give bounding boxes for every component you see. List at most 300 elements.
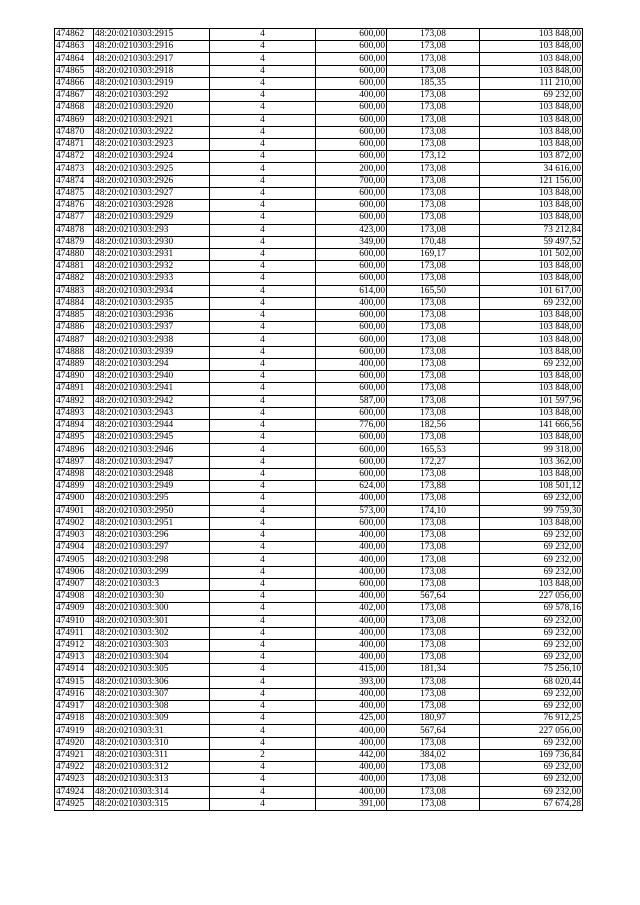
row-number-cell: 474887 xyxy=(55,334,94,346)
unit-value-cell: 173,08 xyxy=(387,187,480,199)
row-number-cell: 474892 xyxy=(55,395,94,407)
area-cell: 393,00 xyxy=(316,676,387,688)
row-number-cell: 474894 xyxy=(55,420,94,432)
area-cell: 400,00 xyxy=(316,297,387,309)
table-row xyxy=(55,346,583,358)
category-code-cell: 4 xyxy=(210,248,316,260)
cadastral-number-cell: 48:20:0210303:30 xyxy=(94,591,210,603)
cadastral-value-cell: 69 232,00 xyxy=(480,627,583,639)
cadastral-number-cell: 48:20:0210303:293 xyxy=(94,224,210,236)
row-number-cell: 474905 xyxy=(55,554,94,566)
cadastral-value-cell: 69 232,00 xyxy=(480,493,583,505)
table-row xyxy=(55,701,583,713)
area-cell: 600,00 xyxy=(316,334,387,346)
cadastral-value-cell: 69 232,00 xyxy=(480,639,583,651)
category-code-cell: 4 xyxy=(210,273,316,285)
table-row xyxy=(55,212,583,224)
category-code-cell: 4 xyxy=(210,529,316,541)
cadastral-number-cell: 48:20:0210303:2940 xyxy=(94,371,210,383)
cadastral-value-cell: 103 848,00 xyxy=(480,200,583,212)
area-cell: 400,00 xyxy=(316,786,387,798)
unit-value-cell: 173,08 xyxy=(387,29,480,41)
category-code-cell: 4 xyxy=(210,542,316,554)
unit-value-cell: 173,08 xyxy=(387,273,480,285)
category-code-cell: 4 xyxy=(210,444,316,456)
category-code-cell: 4 xyxy=(210,591,316,603)
area-cell: 600,00 xyxy=(316,383,387,395)
cadastral-value-cell: 73 212,84 xyxy=(480,224,583,236)
cadastral-value-cell: 169 736,84 xyxy=(480,749,583,761)
table-row xyxy=(55,297,583,309)
area-cell: 600,00 xyxy=(316,77,387,89)
area-cell: 400,00 xyxy=(316,774,387,786)
category-code-cell: 4 xyxy=(210,175,316,187)
table-row xyxy=(55,749,583,761)
cadastral-value-cell: 68 020,44 xyxy=(480,676,583,688)
cadastral-number-cell: 48:20:0210303:306 xyxy=(94,676,210,688)
area-cell: 573,00 xyxy=(316,505,387,517)
area-cell: 400,00 xyxy=(316,762,387,774)
area-cell: 400,00 xyxy=(316,90,387,102)
cadastral-number-cell: 48:20:0210303:301 xyxy=(94,615,210,627)
cadastral-number-cell: 48:20:0210303:2936 xyxy=(94,310,210,322)
unit-value-cell: 173,08 xyxy=(387,163,480,175)
cadastral-value-cell: 103 362,00 xyxy=(480,456,583,468)
area-cell: 400,00 xyxy=(316,554,387,566)
area-cell: 600,00 xyxy=(316,310,387,322)
category-code-cell: 4 xyxy=(210,297,316,309)
area-cell: 400,00 xyxy=(316,639,387,651)
unit-value-cell: 173,08 xyxy=(387,432,480,444)
unit-value-cell: 169,17 xyxy=(387,248,480,260)
area-cell: 700,00 xyxy=(316,175,387,187)
cadastral-number-cell: 48:20:0210303:2926 xyxy=(94,175,210,187)
category-code-cell: 4 xyxy=(210,102,316,114)
row-number-cell: 474896 xyxy=(55,444,94,456)
cadastral-number-cell: 48:20:0210303:296 xyxy=(94,529,210,541)
unit-value-cell: 173,08 xyxy=(387,224,480,236)
cadastral-value-cell: 103 848,00 xyxy=(480,102,583,114)
cadastral-number-cell: 48:20:0210303:2915 xyxy=(94,29,210,41)
cadastral-value-cell: 103 848,00 xyxy=(480,212,583,224)
row-number-cell: 474882 xyxy=(55,273,94,285)
category-code-cell: 4 xyxy=(210,639,316,651)
table-row xyxy=(55,639,583,651)
cadastral-value-cell: 103 848,00 xyxy=(480,261,583,273)
category-code-cell: 4 xyxy=(210,90,316,102)
area-cell: 423,00 xyxy=(316,224,387,236)
area-cell: 442,00 xyxy=(316,749,387,761)
row-number-cell: 474897 xyxy=(55,456,94,468)
cadastral-value-cell: 75 256,10 xyxy=(480,664,583,676)
unit-value-cell: 173,08 xyxy=(387,322,480,334)
area-cell: 391,00 xyxy=(316,798,387,810)
row-number-cell: 474868 xyxy=(55,102,94,114)
row-number-cell: 474866 xyxy=(55,77,94,89)
category-code-cell: 4 xyxy=(210,725,316,737)
unit-value-cell: 173,08 xyxy=(387,383,480,395)
table-row xyxy=(55,762,583,774)
cadastral-number-cell: 48:20:0210303:2934 xyxy=(94,285,210,297)
category-code-cell: 4 xyxy=(210,138,316,150)
unit-value-cell: 173,08 xyxy=(387,737,480,749)
unit-value-cell: 173,08 xyxy=(387,774,480,786)
table-row xyxy=(55,90,583,102)
row-number-cell: 474879 xyxy=(55,236,94,248)
area-cell: 600,00 xyxy=(316,126,387,138)
unit-value-cell: 182,56 xyxy=(387,420,480,432)
area-cell: 600,00 xyxy=(316,53,387,65)
cadastral-number-cell: 48:20:0210303:295 xyxy=(94,493,210,505)
table-row xyxy=(55,664,583,676)
row-number-cell: 474914 xyxy=(55,664,94,676)
row-number-cell: 474900 xyxy=(55,493,94,505)
unit-value-cell: 165,53 xyxy=(387,444,480,456)
area-cell: 600,00 xyxy=(316,138,387,150)
table-row xyxy=(55,371,583,383)
area-cell: 200,00 xyxy=(316,163,387,175)
category-code-cell: 4 xyxy=(210,163,316,175)
row-number-cell: 474922 xyxy=(55,762,94,774)
unit-value-cell: 173,08 xyxy=(387,627,480,639)
area-cell: 400,00 xyxy=(316,358,387,370)
cadastral-number-cell: 48:20:0210303:2943 xyxy=(94,407,210,419)
cadastral-number-cell: 48:20:0210303:304 xyxy=(94,652,210,664)
table-row xyxy=(55,529,583,541)
category-code-cell: 4 xyxy=(210,383,316,395)
table-row xyxy=(55,224,583,236)
unit-value-cell: 173,08 xyxy=(387,701,480,713)
category-code-cell: 4 xyxy=(210,224,316,236)
table-row xyxy=(55,554,583,566)
row-number-cell: 474884 xyxy=(55,297,94,309)
category-code-cell: 4 xyxy=(210,456,316,468)
area-cell: 600,00 xyxy=(316,41,387,53)
area-cell: 400,00 xyxy=(316,566,387,578)
unit-value-cell: 173,08 xyxy=(387,41,480,53)
row-number-cell: 474917 xyxy=(55,701,94,713)
row-number-cell: 474871 xyxy=(55,138,94,150)
table-row xyxy=(55,725,583,737)
area-cell: 400,00 xyxy=(316,615,387,627)
unit-value-cell: 174,10 xyxy=(387,505,480,517)
cadastral-value-cell: 69 232,00 xyxy=(480,615,583,627)
area-cell: 587,00 xyxy=(316,395,387,407)
table-row xyxy=(55,395,583,407)
unit-value-cell: 173,08 xyxy=(387,468,480,480)
cadastral-number-cell: 48:20:0210303:2944 xyxy=(94,420,210,432)
cadastral-value-cell: 111 210,00 xyxy=(480,77,583,89)
table-row xyxy=(55,688,583,700)
unit-value-cell: 173,08 xyxy=(387,652,480,664)
area-cell: 400,00 xyxy=(316,627,387,639)
cadastral-value-cell: 69 232,00 xyxy=(480,701,583,713)
category-code-cell: 4 xyxy=(210,53,316,65)
cadastral-value-cell: 69 232,00 xyxy=(480,358,583,370)
unit-value-cell: 173,12 xyxy=(387,151,480,163)
cadastral-number-cell: 48:20:0210303:2920 xyxy=(94,102,210,114)
row-number-cell: 474888 xyxy=(55,346,94,358)
category-code-cell: 4 xyxy=(210,395,316,407)
cadastral-value-cell: 67 674,28 xyxy=(480,798,583,810)
table-row xyxy=(55,29,583,41)
table-row xyxy=(55,407,583,419)
category-code-cell: 4 xyxy=(210,334,316,346)
area-cell: 400,00 xyxy=(316,652,387,664)
area-cell: 600,00 xyxy=(316,456,387,468)
row-number-cell: 474883 xyxy=(55,285,94,297)
area-cell: 600,00 xyxy=(316,322,387,334)
table-row xyxy=(55,248,583,260)
table-row xyxy=(55,481,583,493)
category-code-cell: 4 xyxy=(210,151,316,163)
category-code-cell: 4 xyxy=(210,701,316,713)
unit-value-cell: 173,08 xyxy=(387,615,480,627)
area-cell: 600,00 xyxy=(316,371,387,383)
cadastral-number-cell: 48:20:0210303:2949 xyxy=(94,481,210,493)
row-number-cell: 474862 xyxy=(55,29,94,41)
category-code-cell: 4 xyxy=(210,493,316,505)
cadastral-number-cell: 48:20:0210303:292 xyxy=(94,90,210,102)
table-row xyxy=(55,273,583,285)
area-cell: 600,00 xyxy=(316,407,387,419)
cadastral-value-cell: 69 232,00 xyxy=(480,90,583,102)
cadastral-value-cell: 227 056,00 xyxy=(480,725,583,737)
row-number-cell: 474906 xyxy=(55,566,94,578)
area-cell: 600,00 xyxy=(316,212,387,224)
category-code-cell: 4 xyxy=(210,786,316,798)
unit-value-cell: 173,08 xyxy=(387,371,480,383)
table-row xyxy=(55,236,583,248)
area-cell: 400,00 xyxy=(316,725,387,737)
table-row xyxy=(55,456,583,468)
table-row xyxy=(55,566,583,578)
table-row xyxy=(55,591,583,603)
cadastral-value-cell: 69 232,00 xyxy=(480,542,583,554)
table-row xyxy=(55,798,583,810)
unit-value-cell: 173,08 xyxy=(387,114,480,126)
cadastral-value-cell: 103 848,00 xyxy=(480,407,583,419)
cadastral-value-cell: 103 848,00 xyxy=(480,138,583,150)
row-number-cell: 474890 xyxy=(55,371,94,383)
category-code-cell: 4 xyxy=(210,236,316,248)
row-number-cell: 474886 xyxy=(55,322,94,334)
cadastral-value-cell: 103 848,00 xyxy=(480,29,583,41)
table-row xyxy=(55,200,583,212)
row-number-cell: 474875 xyxy=(55,187,94,199)
table-row xyxy=(55,420,583,432)
category-code-cell: 4 xyxy=(210,468,316,480)
cadastral-number-cell: 48:20:0210303:2928 xyxy=(94,200,210,212)
unit-value-cell: 173,88 xyxy=(387,481,480,493)
row-number-cell: 474924 xyxy=(55,786,94,798)
table-row xyxy=(55,114,583,126)
unit-value-cell: 173,08 xyxy=(387,798,480,810)
category-code-cell: 4 xyxy=(210,603,316,615)
cadastral-number-cell: 48:20:0210303:2941 xyxy=(94,383,210,395)
row-number-cell: 474895 xyxy=(55,432,94,444)
cadastral-number-cell: 48:20:0210303:2919 xyxy=(94,77,210,89)
area-cell: 600,00 xyxy=(316,151,387,163)
cadastral-value-cell: 101 502,00 xyxy=(480,248,583,260)
category-code-cell: 4 xyxy=(210,615,316,627)
category-code-cell: 4 xyxy=(210,322,316,334)
area-cell: 425,00 xyxy=(316,713,387,725)
category-code-cell: 4 xyxy=(210,310,316,322)
table-row xyxy=(55,310,583,322)
cadastral-number-cell: 48:20:0210303:312 xyxy=(94,762,210,774)
unit-value-cell: 173,08 xyxy=(387,53,480,65)
category-code-cell: 4 xyxy=(210,774,316,786)
unit-value-cell: 173,08 xyxy=(387,639,480,651)
category-code-cell: 4 xyxy=(210,762,316,774)
unit-value-cell: 173,08 xyxy=(387,542,480,554)
unit-value-cell: 173,08 xyxy=(387,261,480,273)
cadastral-number-cell: 48:20:0210303:302 xyxy=(94,627,210,639)
cadastral-number-cell: 48:20:0210303:2930 xyxy=(94,236,210,248)
row-number-cell: 474916 xyxy=(55,688,94,700)
category-code-cell: 4 xyxy=(210,126,316,138)
row-number-cell: 474925 xyxy=(55,798,94,810)
unit-value-cell: 173,08 xyxy=(387,334,480,346)
cadastral-number-cell: 48:20:0210303:2931 xyxy=(94,248,210,260)
row-number-cell: 474891 xyxy=(55,383,94,395)
table-row xyxy=(55,322,583,334)
cadastral-value-cell: 99 759,30 xyxy=(480,505,583,517)
row-number-cell: 474913 xyxy=(55,652,94,664)
cadastral-number-cell: 48:20:0210303:294 xyxy=(94,358,210,370)
cadastral-number-cell: 48:20:0210303:2929 xyxy=(94,212,210,224)
unit-value-cell: 173,08 xyxy=(387,566,480,578)
cadastral-value-cell: 101 617,00 xyxy=(480,285,583,297)
unit-value-cell: 173,08 xyxy=(387,603,480,615)
category-code-cell: 4 xyxy=(210,261,316,273)
cadastral-value-cell: 121 156,00 xyxy=(480,175,583,187)
category-code-cell: 4 xyxy=(210,114,316,126)
row-number-cell: 474885 xyxy=(55,310,94,322)
cadastral-value-cell: 103 848,00 xyxy=(480,187,583,199)
cadastral-number-cell: 48:20:0210303:3 xyxy=(94,578,210,590)
cadastral-value-cell: 69 232,00 xyxy=(480,737,583,749)
cadastral-value-cell: 103 848,00 xyxy=(480,346,583,358)
area-cell: 624,00 xyxy=(316,481,387,493)
cadastral-value-cell: 69 232,00 xyxy=(480,554,583,566)
table-row xyxy=(55,603,583,615)
table-row xyxy=(55,102,583,114)
cadastral-number-cell: 48:20:0210303:307 xyxy=(94,688,210,700)
unit-value-cell: 173,08 xyxy=(387,688,480,700)
cadastral-value-cell: 103 848,00 xyxy=(480,517,583,529)
cadastral-number-cell: 48:20:0210303:300 xyxy=(94,603,210,615)
unit-value-cell: 173,08 xyxy=(387,676,480,688)
cadastral-value-cell: 103 848,00 xyxy=(480,334,583,346)
cadastral-value-cell: 103 848,00 xyxy=(480,53,583,65)
unit-value-cell: 173,08 xyxy=(387,762,480,774)
table-row xyxy=(55,615,583,627)
category-code-cell: 4 xyxy=(210,285,316,297)
category-code-cell: 4 xyxy=(210,566,316,578)
table-row xyxy=(55,285,583,297)
row-number-cell: 474869 xyxy=(55,114,94,126)
row-number-cell: 474909 xyxy=(55,603,94,615)
cadastral-number-cell: 48:20:0210303:31 xyxy=(94,725,210,737)
unit-value-cell: 173,08 xyxy=(387,517,480,529)
area-cell: 600,00 xyxy=(316,261,387,273)
category-code-cell: 4 xyxy=(210,481,316,493)
cadastral-value-cell: 103 848,00 xyxy=(480,371,583,383)
unit-value-cell: 567,64 xyxy=(387,725,480,737)
cadastral-number-cell: 48:20:0210303:308 xyxy=(94,701,210,713)
cadastral-number-cell: 48:20:0210303:2938 xyxy=(94,334,210,346)
table-row xyxy=(55,786,583,798)
category-code-cell: 4 xyxy=(210,187,316,199)
table-row xyxy=(55,493,583,505)
category-code-cell: 4 xyxy=(210,578,316,590)
area-cell: 600,00 xyxy=(316,444,387,456)
area-cell: 400,00 xyxy=(316,529,387,541)
row-number-cell: 474889 xyxy=(55,358,94,370)
unit-value-cell: 173,08 xyxy=(387,138,480,150)
row-number-cell: 474919 xyxy=(55,725,94,737)
unit-value-cell: 173,08 xyxy=(387,126,480,138)
category-code-cell: 4 xyxy=(210,358,316,370)
category-code-cell: 4 xyxy=(210,77,316,89)
cadastral-number-cell: 48:20:0210303:2951 xyxy=(94,517,210,529)
category-code-cell: 4 xyxy=(210,664,316,676)
cadastral-value-cell: 69 232,00 xyxy=(480,566,583,578)
cadastral-number-cell: 48:20:0210303:2946 xyxy=(94,444,210,456)
table-row xyxy=(55,187,583,199)
cadastral-value-cell: 59 497,52 xyxy=(480,236,583,248)
row-number-cell: 474911 xyxy=(55,627,94,639)
table-row xyxy=(55,126,583,138)
row-number-cell: 474873 xyxy=(55,163,94,175)
area-cell: 600,00 xyxy=(316,346,387,358)
category-code-cell: 4 xyxy=(210,65,316,77)
area-cell: 776,00 xyxy=(316,420,387,432)
area-cell: 600,00 xyxy=(316,468,387,480)
cadastral-number-cell: 48:20:0210303:2924 xyxy=(94,151,210,163)
unit-value-cell: 173,08 xyxy=(387,175,480,187)
unit-value-cell: 384,02 xyxy=(387,749,480,761)
table-row xyxy=(55,468,583,480)
row-number-cell: 474908 xyxy=(55,591,94,603)
unit-value-cell: 165,50 xyxy=(387,285,480,297)
row-number-cell: 474872 xyxy=(55,151,94,163)
row-number-cell: 474902 xyxy=(55,517,94,529)
area-cell: 415,00 xyxy=(316,664,387,676)
category-code-cell: 4 xyxy=(210,627,316,639)
cadastral-value-cell: 101 597,96 xyxy=(480,395,583,407)
cadastral-number-cell: 48:20:0210303:2921 xyxy=(94,114,210,126)
table-row xyxy=(55,505,583,517)
table-row xyxy=(55,444,583,456)
cadastral-number-cell: 48:20:0210303:2922 xyxy=(94,126,210,138)
category-code-cell: 4 xyxy=(210,432,316,444)
cadastral-number-cell: 48:20:0210303:311 xyxy=(94,749,210,761)
row-number-cell: 474876 xyxy=(55,200,94,212)
row-number-cell: 474918 xyxy=(55,713,94,725)
cadastral-number-cell: 48:20:0210303:2948 xyxy=(94,468,210,480)
table-row xyxy=(55,774,583,786)
unit-value-cell: 173,08 xyxy=(387,786,480,798)
cadastral-number-cell: 48:20:0210303:2942 xyxy=(94,395,210,407)
cadastral-value-cell: 99 318,00 xyxy=(480,444,583,456)
table-row xyxy=(55,627,583,639)
cadastral-value-cell: 103 848,00 xyxy=(480,578,583,590)
table-row xyxy=(55,151,583,163)
area-cell: 614,00 xyxy=(316,285,387,297)
